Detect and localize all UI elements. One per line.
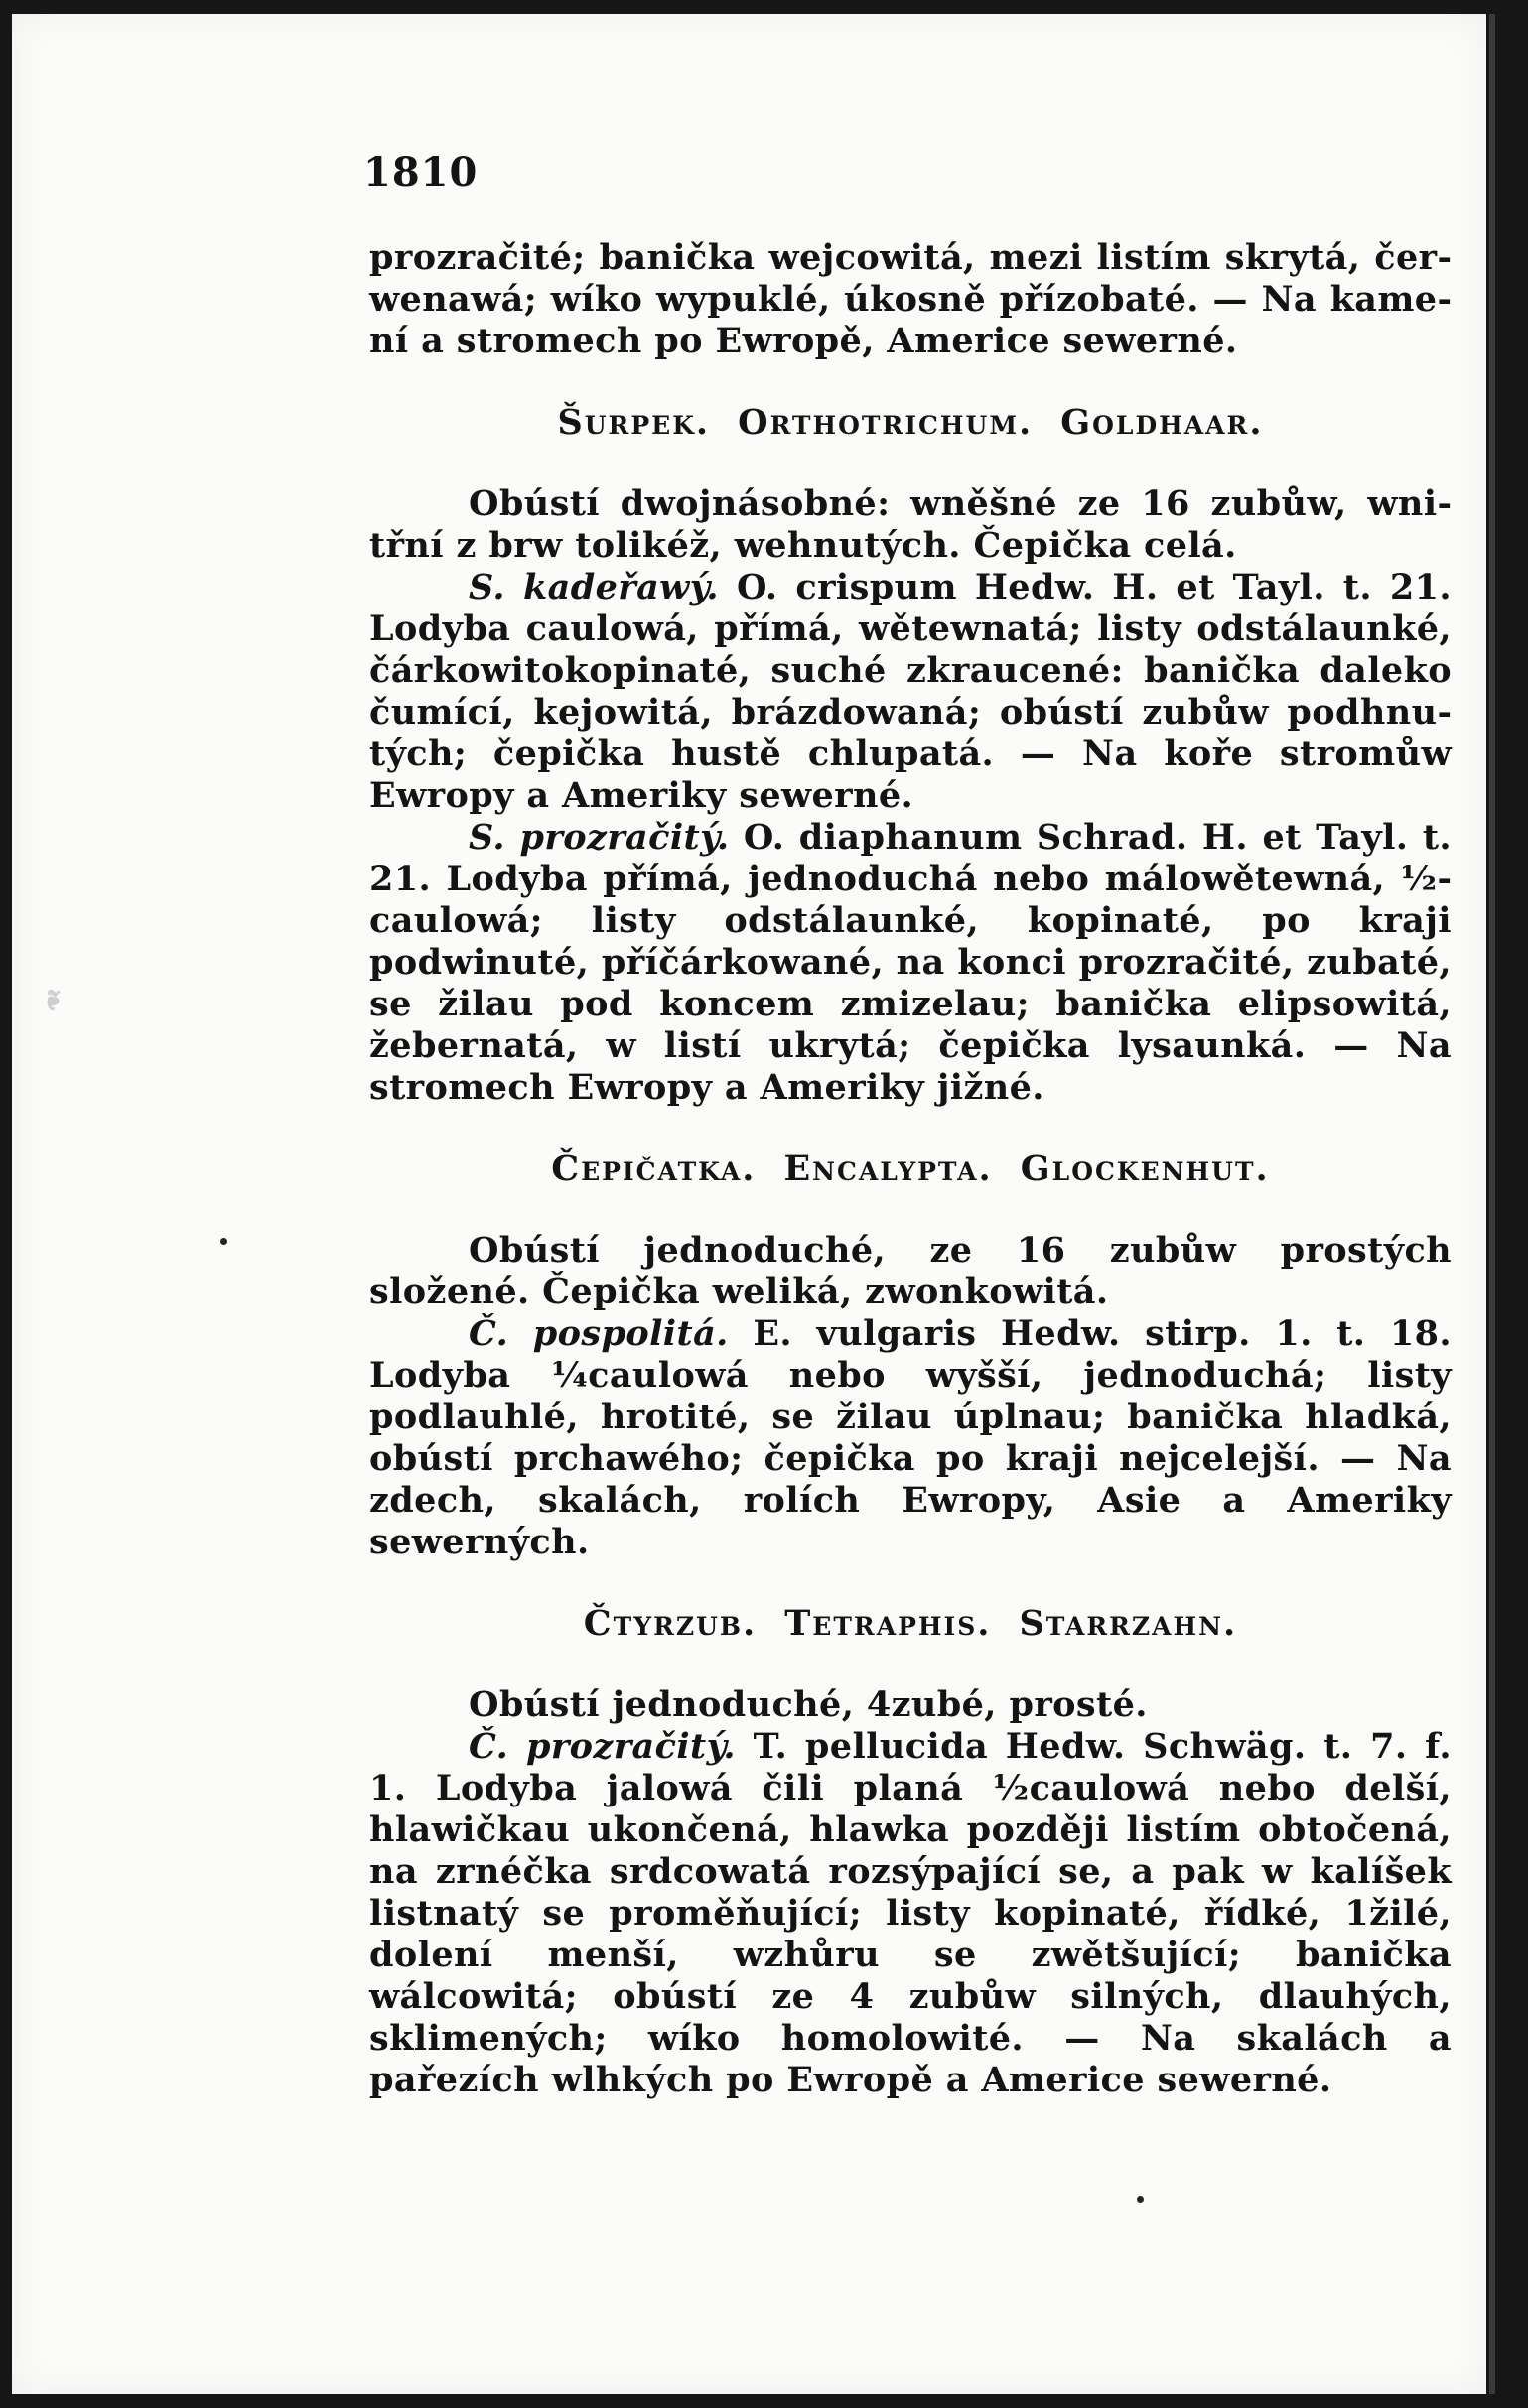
page-body — [369, 237, 1452, 2101]
genus-description: Obústí dwojnásobné: wněšné ze 16 zubůw, wnitřní z brw tolikéž, wehnutých. Čepička celá. — [369, 483, 1452, 566]
genus-name-la: Encalypta. — [783, 1148, 993, 1189]
genus-description: Obústí jednoduché, ze 16 zubůw prostých složené. Čepička weliká, zwonkowitá. — [369, 1230, 1452, 1312]
bleed-through-mark: ❧ — [35, 987, 70, 1013]
species-name: S. kadeřawý. — [469, 567, 720, 607]
genus-heading — [369, 1603, 1452, 1645]
species-entry — [369, 1726, 1452, 2101]
species-entry — [369, 1313, 1452, 1563]
ink-speck — [1137, 2196, 1144, 2203]
genus-heading — [369, 1148, 1452, 1190]
page-edge — [1489, 14, 1495, 2394]
species-description: O. crispum Hedw. H. et Tayl. t. 21. Lodyba caulowá, přímá, wětewnatá; listy odstálaunké, čárkowitokopinaté, suché zkraucené: banička daleko čumící, kejowitá, brázdowaná; obústí zubůw podhnutých; čepička hustě chlupatá. — Na koře stromůw Ewropy a Ameriky sewerné. — [369, 567, 1452, 816]
species-name: S. prozračitý. — [469, 817, 730, 858]
species-name: Č. prozračitý. — [469, 1726, 736, 1767]
genus-name-cz: Čtyrzub. — [583, 1603, 758, 1644]
genus-name-de: Starrzahn. — [1019, 1603, 1238, 1644]
species-entry — [369, 567, 1452, 817]
paragraph: prozračité; banička wejcowitá, mezi listím skrytá, čerwenawá; wíko wypuklé, úkosně přízobaté. — Na kamení a stromech po Ewropě, Americe sewerné. — [369, 237, 1452, 361]
genus-name-de: Glockenhut. — [1020, 1148, 1270, 1189]
page-number: 1810 — [363, 149, 479, 196]
species-entry — [369, 817, 1452, 1109]
species-name: Č. pospolitá. — [469, 1313, 729, 1354]
genus-name-la: Orthotrichum. — [738, 402, 1034, 443]
page-text — [363, 149, 1452, 2101]
species-description: E. vulgaris Hedw. stirp. 1. t. 18. Lodyba ¼caulowá nebo wyšší, jednoduchá; listy podlauhlé, hrotité, se žilau úplnau; banička hladká, obústí prchawého; čepička po kraji nejcelejší. — Na zdech, skalách, rolích Ewropy, Asie a Ameriky sewerných. — [369, 1313, 1452, 1562]
species-description: T. pellucida Hedw. Schwäg. t. 7. f. 1. Lodyba jalowá čili planá ½caulowá nebo delší, hlawičkau ukončená, hlawka později listím obtočená, na zrnéčka srdcowatá rozsýpající se, a pak w kalíšek listnatý se proměňující; listy kopinaté, řídké, 1žilé, dolení menší, wzhůru se zwětšující; banička wálcowitá; obústí ze 4 zubůw silných, dlauhých, sklimených; wíko homolowité. — Na skalách a pařezích wlhkých po Ewropě a Americe sewerné. — [369, 1726, 1452, 2100]
genus-name-la: Tetraphis. — [784, 1603, 992, 1644]
species-description: O. diaphanum Schrad. H. et Tayl. t. 21. Lodyba přímá, jednoduchá nebo málowětewná, ½caulowá; listy odstálaunké, kopinaté, po kraji podwinuté, příčárkowané, na konci prozračité, zubaté, se žilau pod koncem zmizelau; banička elipsowitá, žebernatá, w listí ukrytá; čepička lysaunká. — Na stromech Ewropy a Ameriky jižné. — [369, 817, 1452, 1108]
genus-name-de: Goldhaar. — [1060, 402, 1264, 443]
genus-name-cz: Šurpek. — [557, 402, 711, 443]
genus-heading — [369, 402, 1452, 444]
genus-name-cz: Čepičatka. — [551, 1148, 757, 1189]
genus-description: Obústí jednoduché, 4zubé, prosté. — [469, 1684, 1148, 1725]
ink-speck — [220, 1238, 227, 1245]
